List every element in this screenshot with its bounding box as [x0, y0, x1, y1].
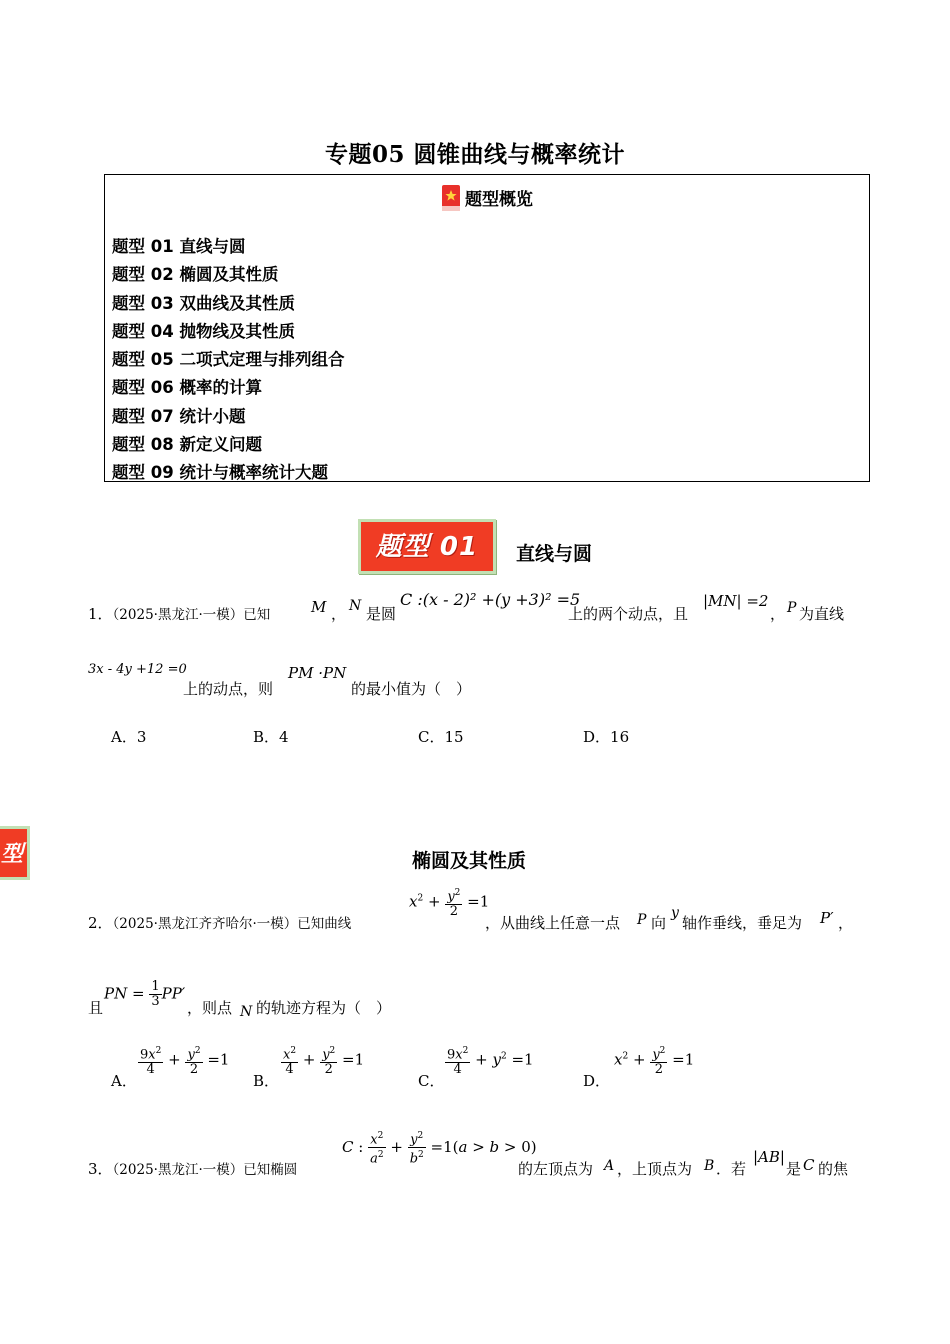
var-p: P	[637, 912, 647, 928]
comma: ，	[770, 605, 786, 623]
curve-equation: $x^2$ + $\frac{y^2}{2}$ =1	[409, 888, 490, 920]
overview-item[interactable]: 题型 01 直线与圆	[112, 237, 246, 256]
option-c[interactable]: $\frac{9x^2}{4}$ + $y^2 =1$	[447, 1046, 534, 1078]
q3-text: 的左顶点为	[518, 1160, 594, 1178]
var-b: B	[704, 1158, 715, 1174]
overview-list	[112, 233, 344, 488]
page-title: 专题05 圆锥曲线与概率统计	[324, 141, 625, 168]
ab-length: |AB|	[753, 1148, 785, 1166]
var-p: P	[787, 600, 797, 616]
overview-item[interactable]: 题型 09 统计与概率统计大题	[112, 463, 328, 483]
q2-text: ，从曲线上任意一点	[485, 914, 621, 932]
section-title: 直线与圆	[516, 543, 593, 565]
section-title: 椭圆及其性质	[412, 850, 527, 872]
option-c[interactable]: C．15	[418, 728, 464, 746]
q3-text: ，上顶点为	[617, 1160, 693, 1178]
q1-text: 上的两个动点，且	[568, 605, 689, 623]
vector-product: PM ·PN	[288, 664, 347, 682]
overview-box	[104, 174, 870, 482]
q2-text: 的轨迹方程为（ ）	[256, 999, 392, 1017]
option-b[interactable]: $\frac{x^2}{4}$ + $\frac{y^2}{2}$ =1	[283, 1046, 365, 1078]
var-c: C	[803, 1156, 815, 1174]
section-badge-label: 题型 01	[375, 532, 479, 562]
option-d-label[interactable]: D．	[583, 1072, 611, 1090]
var-p-prime: P′	[820, 909, 834, 927]
line-equation: 3x - 4y +12 =0	[88, 662, 187, 677]
option-d[interactable]: D．16	[583, 728, 630, 746]
q2-text: ，则点	[187, 999, 233, 1017]
q1-text: 是圆	[366, 605, 397, 623]
var-a: A	[604, 1158, 615, 1174]
mn-condition: |MN| =2	[703, 592, 769, 610]
option-b-label[interactable]: B．	[253, 1072, 280, 1090]
q2-text: 轴作垂线，垂足为	[682, 914, 803, 932]
overview-item[interactable]: 题型 08 新定义问题	[112, 435, 262, 455]
var-n: N	[240, 1004, 253, 1020]
var-m: M	[311, 598, 327, 616]
q1-text: 的最小值为（ ）	[351, 680, 472, 698]
circle-equation: C :(x - 2)² +(y +3)² =5	[400, 590, 581, 609]
question-3-line-1: 3．（2025·黑龙江·一模）已知椭圆	[88, 1160, 298, 1178]
overview-item[interactable]: 题型 03 双曲线及其性质	[112, 293, 295, 313]
vector-relation: PN = $\frac{1}{3}$ PP′	[104, 979, 186, 1009]
question-1-line-1: 1．（2025·黑龙江·一模）已知	[88, 605, 271, 623]
q3-text: 是	[786, 1160, 802, 1178]
option-a-label[interactable]: A．	[111, 1072, 137, 1090]
question-2-line-1: 2．（2025·黑龙江齐齐哈尔·一模）已知曲线	[88, 914, 352, 932]
overview-item[interactable]: 题型 02 椭圆及其性质	[112, 265, 279, 285]
overview-item[interactable]: 题型 07 统计小题	[112, 406, 246, 426]
book-icon	[441, 184, 461, 212]
overview-item[interactable]: 题型 05 二项式定理与排列组合	[112, 350, 345, 370]
comma: ，	[331, 605, 347, 623]
var-y: y	[671, 905, 679, 921]
q1-text: 为直线	[799, 605, 845, 623]
q3-text: ．若	[716, 1160, 747, 1178]
q3-text: 的焦	[818, 1160, 849, 1178]
overview-heading-label: 题型概览	[465, 190, 533, 210]
option-b[interactable]: B．4	[253, 728, 289, 746]
side-badge	[0, 826, 30, 880]
option-a[interactable]: $\frac{9x^2}{4}$ + $\frac{y^2}{2}$ =1	[140, 1046, 230, 1078]
var-n: N	[349, 598, 362, 614]
q2-text: 且	[88, 999, 104, 1017]
option-d[interactable]: $x^2$ + $\frac{y^2}{2}$ =1	[614, 1046, 695, 1078]
overview-item[interactable]: 题型 04 抛物线及其性质	[112, 321, 295, 341]
q2-text: 向	[651, 914, 667, 932]
overview-item[interactable]: 题型 06 概率的计算	[112, 378, 262, 398]
section-badge	[358, 519, 496, 574]
overview-heading	[105, 185, 869, 214]
ellipse-equation: C : $\frac{x^2}{a^2}$ + $\frac{y^2}{b^2}$ =1(a > b > 0)	[342, 1131, 537, 1167]
option-c-label[interactable]: C．	[418, 1072, 445, 1090]
option-a[interactable]: A．3	[111, 728, 147, 746]
side-badge-mark: 型	[1, 842, 24, 867]
q1-text: 上的动点，则	[183, 680, 274, 698]
comma: ，	[838, 914, 854, 932]
